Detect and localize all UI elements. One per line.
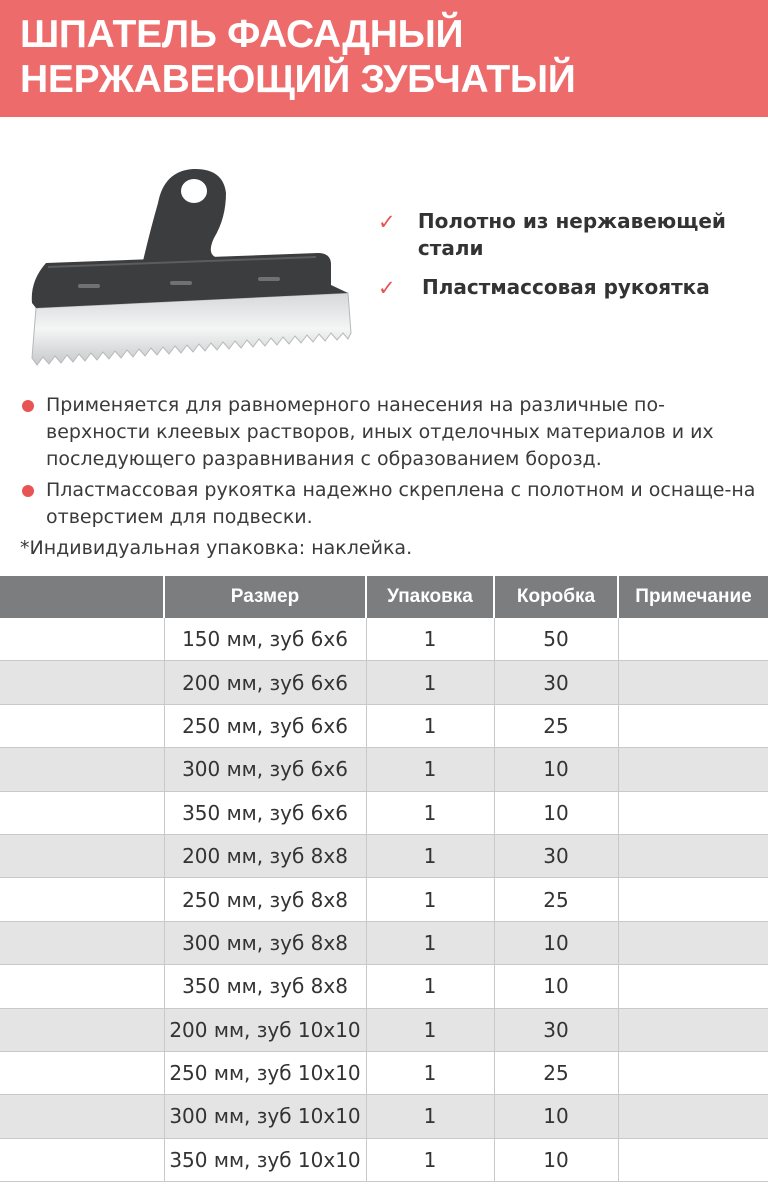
description [20, 392, 765, 562]
size-table [0, 576, 768, 1182]
cell-pack: 1 [366, 965, 494, 1008]
bullet-text: Применяется для равномерного нанесения на различные по-верхности клеевых растворов, иных отделочных материалов и их последующего разравнивания с образованием борозд. [46, 394, 714, 470]
cell-size: 300 мм, зуб 10х10 [164, 1095, 366, 1138]
cell-note [618, 965, 768, 1008]
cell-note [618, 1051, 768, 1094]
feature-list [378, 208, 763, 314]
feature-item [378, 274, 763, 302]
bullet-dot-icon [22, 485, 34, 497]
cell-box: 10 [494, 1095, 618, 1138]
cell-note [618, 791, 768, 834]
header-empty [0, 576, 164, 618]
feature-text: Пластмассовая рукоятка [422, 275, 710, 299]
checkmark-icon: ✓ [378, 276, 396, 300]
cell-pack: 1 [366, 921, 494, 964]
cell-size: 250 мм, зуб 8х8 [164, 878, 366, 921]
cell-pack: 1 [366, 1051, 494, 1094]
cell-size: 350 мм, зуб 8х8 [164, 965, 366, 1008]
cell-size: 350 мм, зуб 10х10 [164, 1138, 366, 1181]
cell-box: 25 [494, 704, 618, 747]
cell-note [618, 834, 768, 877]
bullet-text: Пластмассовая рукоятка надежно скреплена с полотном и оснаще-на отверстием для подвески. [46, 479, 756, 528]
cell-box: 10 [494, 921, 618, 964]
header-size: Размер [164, 576, 366, 618]
cell-pack: 1 [366, 1008, 494, 1051]
cell-size: 300 мм, зуб 8х8 [164, 921, 366, 964]
table-row [0, 791, 768, 834]
cell-size: 200 мм, зуб 10х10 [164, 1008, 366, 1051]
table-row [0, 618, 768, 661]
header-note: Примечание [618, 576, 768, 618]
header-box: Коробка [494, 576, 618, 618]
table-row [0, 661, 768, 704]
cell-size: 200 мм, зуб 6х6 [164, 661, 366, 704]
cell-blank [0, 921, 164, 964]
handle-grip [143, 169, 226, 261]
page-title: ШПАТЕЛЬ ФАСАДНЫЙ НЕРЖАВЕЮЩИЙ ЗУБЧАТЫЙ [20, 13, 576, 101]
cell-pack: 1 [366, 618, 494, 661]
table-row [0, 878, 768, 921]
cell-blank [0, 704, 164, 747]
table-row [0, 748, 768, 791]
cell-size: 150 мм, зуб 6х6 [164, 618, 366, 661]
cell-size: 300 мм, зуб 6х6 [164, 748, 366, 791]
table-row [0, 1051, 768, 1094]
checkmark-icon: ✓ [378, 210, 396, 234]
cell-blank [0, 1138, 164, 1181]
table-row [0, 965, 768, 1008]
trowel-image [18, 163, 363, 375]
cell-size: 250 мм, зуб 6х6 [164, 704, 366, 747]
cell-box: 25 [494, 878, 618, 921]
cell-box: 10 [494, 748, 618, 791]
description-bullet [20, 392, 765, 473]
description-bullet [20, 477, 765, 531]
table-row [0, 1138, 768, 1181]
cell-pack: 1 [366, 1138, 494, 1181]
cell-box: 25 [494, 1051, 618, 1094]
cell-blank [0, 1051, 164, 1094]
table-row [0, 704, 768, 747]
cell-size: 350 мм, зуб 6х6 [164, 791, 366, 834]
table-row [0, 921, 768, 964]
cell-pack: 1 [366, 834, 494, 877]
cell-pack: 1 [366, 1095, 494, 1138]
hang-hole [181, 179, 207, 203]
cell-blank [0, 661, 164, 704]
cell-box: 10 [494, 791, 618, 834]
cell-box: 10 [494, 965, 618, 1008]
title-banner [0, 0, 768, 117]
cell-pack: 1 [366, 748, 494, 791]
cell-blank [0, 1008, 164, 1051]
cell-note [618, 618, 768, 661]
cell-pack: 1 [366, 878, 494, 921]
cell-box: 50 [494, 618, 618, 661]
cell-box: 30 [494, 1008, 618, 1051]
header-pack: Упаковка [366, 576, 494, 618]
cell-pack: 1 [366, 791, 494, 834]
cell-note [618, 1008, 768, 1051]
cell-note [618, 748, 768, 791]
table-row [0, 1095, 768, 1138]
cell-blank [0, 965, 164, 1008]
cell-box: 30 [494, 661, 618, 704]
table-header-row [0, 576, 768, 618]
cell-pack: 1 [366, 704, 494, 747]
feature-text: Полотно из нержавеющей стали [417, 209, 726, 260]
cell-size: 200 мм, зуб 8х8 [164, 834, 366, 877]
cell-box: 30 [494, 834, 618, 877]
cell-note [618, 921, 768, 964]
cell-blank [0, 791, 164, 834]
table-body [0, 618, 768, 1182]
cell-note [618, 704, 768, 747]
cell-size: 250 мм, зуб 10х10 [164, 1051, 366, 1094]
table-row [0, 1008, 768, 1051]
feature-item [378, 208, 763, 262]
cell-note [618, 1095, 768, 1138]
cell-note [618, 661, 768, 704]
cell-box: 10 [494, 1138, 618, 1181]
cell-pack: 1 [366, 661, 494, 704]
cell-note [618, 1138, 768, 1181]
cell-blank [0, 618, 164, 661]
footnote: *Индивидуальная упаковка: наклейка. [20, 537, 413, 559]
cell-note [618, 878, 768, 921]
cell-blank [0, 834, 164, 877]
cell-blank [0, 1095, 164, 1138]
cell-blank [0, 748, 164, 791]
cell-blank [0, 878, 164, 921]
table-row [0, 834, 768, 877]
bullet-dot-icon [22, 400, 34, 412]
